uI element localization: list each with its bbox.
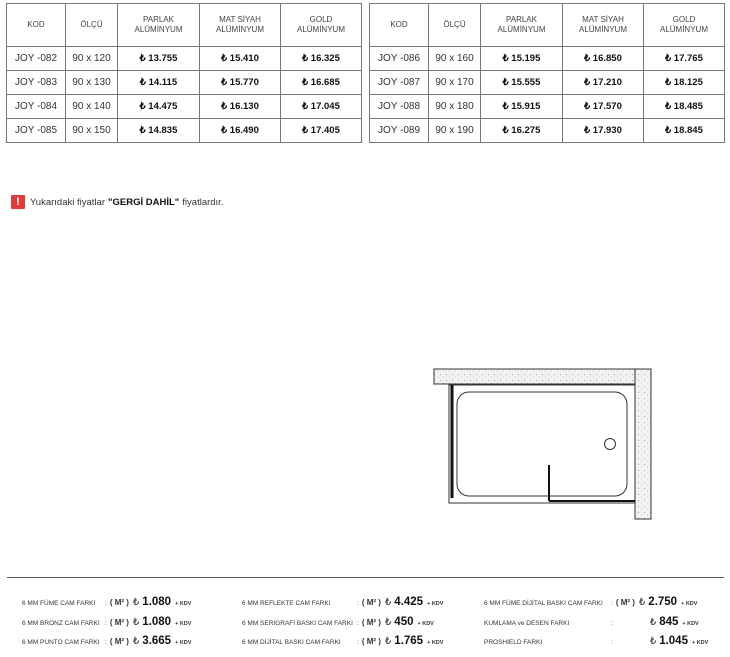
extras-price-list	[0, 596, 730, 656]
price-gold: ₺ 17.405	[281, 119, 362, 143]
price-mat-siyah: ₺ 17.930	[563, 119, 644, 143]
product-code: JOY -088	[370, 95, 429, 119]
extra-row	[242, 596, 443, 608]
price-mat-siyah: ₺ 15.770	[200, 71, 281, 95]
extra-unit: ( M² )	[615, 598, 635, 607]
product-code: JOY -087	[370, 71, 429, 95]
price-parlak: ₺ 14.115	[118, 71, 200, 95]
extra-label: 6 MM REFLEKTE CAM FARKI	[242, 600, 331, 607]
header-kod: KOD	[370, 4, 429, 47]
extra-tax: + KDV	[417, 621, 434, 627]
header-gold-aluminyum: GOLD ALÜMİNYUM	[644, 4, 725, 47]
price-parlak: ₺ 15.195	[481, 47, 563, 71]
price-gold: ₺ 17.045	[281, 95, 362, 119]
product-code: JOY -089	[370, 119, 429, 143]
price-gold: ₺ 18.485	[644, 95, 725, 119]
price-parlak: ₺ 14.475	[118, 95, 200, 119]
price-gold: ₺ 16.325	[281, 47, 362, 71]
extra-tax: + KDV	[427, 640, 444, 646]
product-size: 90 x 140	[66, 95, 118, 119]
price-parlak: ₺ 13.755	[118, 47, 200, 71]
extra-unit: ( M² )	[361, 598, 381, 607]
price-mat-siyah: ₺ 17.210	[563, 71, 644, 95]
extra-value: 4.425	[394, 596, 424, 608]
table-header-row	[370, 4, 725, 47]
extra-value: 450	[394, 616, 414, 628]
product-code: JOY -086	[370, 47, 429, 71]
table-row	[370, 95, 725, 119]
price-table-left	[6, 3, 362, 143]
extra-label: PROSHIELD FARKI	[484, 639, 543, 646]
lira-icon: ₺	[638, 597, 646, 608]
extra-sep: :	[611, 620, 613, 627]
extra-tax: + KDV	[681, 601, 698, 607]
product-size: 90 x 180	[429, 95, 481, 119]
extra-label: 6 MM FÜME CAM FARKI	[22, 600, 96, 607]
extra-sep: :	[357, 600, 359, 607]
product-code: JOY -085	[7, 119, 66, 143]
extra-row	[22, 616, 191, 628]
price-parlak: ₺ 14.835	[118, 119, 200, 143]
header-kod: KOD	[7, 4, 66, 47]
extra-tax: + KDV	[175, 621, 192, 627]
lira-icon: ₺	[384, 636, 392, 647]
price-mat-siyah: ₺ 16.130	[200, 95, 281, 119]
extra-label: 6 MM SERİGRAFİ BASKI CAM FARKI	[242, 620, 353, 627]
extra-sep: :	[105, 620, 107, 627]
extra-value: 845	[659, 616, 679, 628]
extra-value: 1.080	[142, 596, 172, 608]
extra-value: 1.045	[659, 635, 688, 647]
shower-screen-diagram	[433, 367, 653, 522]
extra-tax: + KDV	[427, 601, 444, 607]
extra-row	[22, 596, 191, 608]
header-mat-siyah-aluminyum: MAT SİYAH ALÜMİNYUM	[200, 4, 281, 47]
extra-unit: ( M² )	[109, 618, 129, 627]
extra-value: 3.665	[142, 635, 172, 647]
price-gold: ₺ 17.765	[644, 47, 725, 71]
lira-icon: ₺	[132, 617, 140, 628]
extra-label: 6 MM FÜME DİJİTAL BASKI CAM FARKI	[484, 600, 603, 607]
extra-tax: + KDV	[175, 601, 192, 607]
lira-icon: ₺	[384, 617, 392, 628]
extra-sep: :	[105, 600, 107, 607]
extra-unit: ( M² )	[361, 618, 381, 627]
header-gold-aluminyum: GOLD ALÜMİNYUM	[281, 4, 362, 47]
price-mat-siyah: ₺ 15.410	[200, 47, 281, 71]
extra-sep: :	[611, 639, 613, 646]
price-parlak: ₺ 15.555	[481, 71, 563, 95]
extra-value: 1.080	[142, 616, 172, 628]
table-row	[370, 71, 725, 95]
lira-icon: ₺	[649, 617, 657, 628]
extra-unit: ( M² )	[109, 637, 129, 646]
extra-sep: :	[357, 620, 359, 627]
extra-unit: ( M² )	[361, 637, 381, 646]
product-size: 90 x 150	[66, 119, 118, 143]
header-olcu: ÖLÇÜ	[429, 4, 481, 47]
product-size: 90 x 170	[429, 71, 481, 95]
price-parlak: ₺ 15.915	[481, 95, 563, 119]
extra-row	[242, 635, 443, 647]
extra-label: KUMLAMA ve DESEN FARKI	[484, 620, 570, 627]
extra-label: 6 MM DİJİTAL BASKI CAM FARKI	[242, 639, 341, 646]
notice-highlight: "GERGİ DAHİL"	[107, 196, 180, 208]
header-parlak-aluminyum: PARLAK ALÜMİNYUM	[481, 4, 563, 47]
lira-icon: ₺	[649, 636, 657, 647]
product-size: 90 x 190	[429, 119, 481, 143]
table-row	[7, 95, 362, 119]
extra-label: 6 MM PUNTO CAM FARKI	[22, 639, 100, 646]
extra-row	[484, 596, 697, 608]
extra-tax: + KDV	[691, 640, 709, 646]
header-olcu: ÖLÇÜ	[66, 4, 118, 47]
extra-tax: + KDV	[175, 640, 192, 646]
extra-row	[242, 616, 434, 628]
table-row	[370, 119, 725, 143]
product-code: JOY -084	[7, 95, 66, 119]
product-code: JOY -082	[7, 47, 66, 71]
header-mat-siyah-aluminyum: MAT SİYAH ALÜMİNYUM	[563, 4, 644, 47]
extra-value: 2.750	[648, 596, 678, 608]
price-gold: ₺ 18.845	[644, 119, 725, 143]
price-gold: ₺ 16.685	[281, 71, 362, 95]
lira-icon: ₺	[132, 636, 140, 647]
section-divider	[7, 577, 724, 578]
extra-sep: :	[105, 639, 107, 646]
header-parlak-aluminyum: PARLAK ALÜMİNYUM	[118, 4, 200, 47]
price-table-right	[369, 3, 725, 143]
extra-sep: :	[357, 639, 359, 646]
price-gold: ₺ 18.125	[644, 71, 725, 95]
extra-label: 6 MM BRONZ CAM FARKI	[22, 620, 100, 627]
extra-tax: + KDV	[682, 621, 699, 627]
drain-icon	[605, 439, 616, 450]
table-row	[7, 47, 362, 71]
notice-prefix: Yukarıdaki fiyatlar	[30, 196, 105, 208]
product-size: 90 x 120	[66, 47, 118, 71]
product-code: JOY -083	[7, 71, 66, 95]
warning-icon: !	[11, 195, 25, 209]
extra-sep: :	[611, 600, 613, 607]
price-mat-siyah: ₺ 16.490	[200, 119, 281, 143]
table-header-row	[7, 4, 362, 47]
table-row	[7, 119, 362, 143]
product-size: 90 x 130	[66, 71, 118, 95]
price-parlak: ₺ 16.275	[481, 119, 563, 143]
notice-suffix: fiyatlardır.	[182, 196, 224, 208]
lira-icon: ₺	[384, 597, 392, 608]
extra-unit: ( M² )	[109, 598, 129, 607]
extra-row	[484, 635, 708, 647]
price-mat-siyah: ₺ 16.850	[563, 47, 644, 71]
product-size: 90 x 160	[429, 47, 481, 71]
lira-icon: ₺	[132, 597, 140, 608]
extra-value: 1.765	[394, 635, 424, 647]
price-notice	[11, 195, 223, 209]
bathtub-basin	[457, 392, 627, 496]
extra-row	[22, 635, 191, 647]
table-row	[370, 47, 725, 71]
price-mat-siyah: ₺ 17.570	[563, 95, 644, 119]
extra-row	[484, 616, 699, 628]
table-row	[7, 71, 362, 95]
